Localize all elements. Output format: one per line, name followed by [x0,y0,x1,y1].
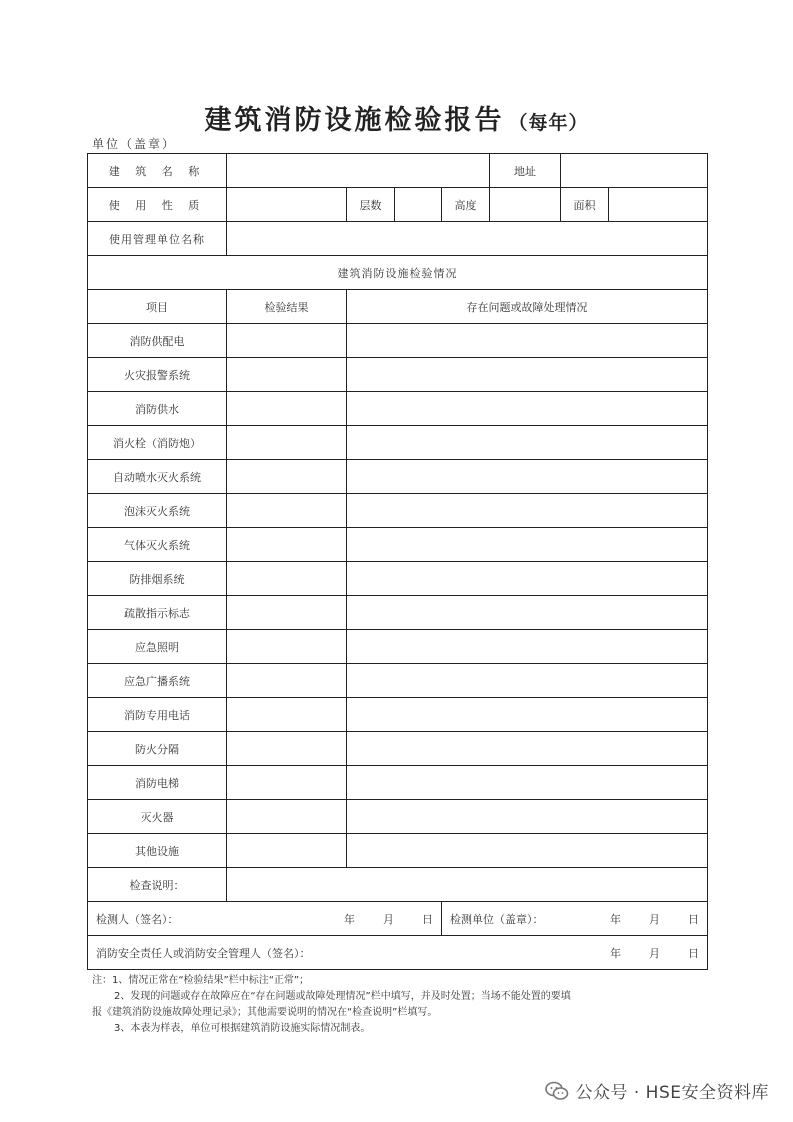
usage-label: 使 用 性 质 [88,188,227,222]
responsible-signature-cell[interactable] [88,936,708,970]
table-row [88,392,708,426]
floors-field[interactable] [395,188,442,222]
table-row [88,596,708,630]
row-column-headers [88,290,708,324]
table-row [88,494,708,528]
table-row [88,834,708,868]
item-result-field[interactable] [227,596,347,630]
height-label: 高度 [442,188,490,222]
inspector-signature-cell[interactable] [88,902,442,936]
row-check-note [88,868,708,902]
item-label: 应急广播系统 [88,664,227,698]
item-result-field[interactable] [227,528,347,562]
usage-field[interactable] [227,188,347,222]
management-unit-label: 使用管理单位名称 [88,222,227,256]
item-issues-field[interactable] [347,630,708,664]
date-month: 月 [649,912,660,926]
item-result-field[interactable] [227,698,347,732]
inspect-unit-label: 检测单位（盖章）： [450,912,544,926]
item-issues-field[interactable] [347,596,708,630]
item-result-field[interactable] [227,562,347,596]
building-name-field[interactable] [227,154,490,188]
item-issues-field[interactable] [347,358,708,392]
item-result-field[interactable] [227,358,347,392]
unit-stamp-label: 单位（盖章） [92,137,177,151]
item-label: 消火栓（消防炮） [88,426,227,460]
note-1: 注：1、情况正常在“检验结果”栏中标注“正常”； [92,975,310,986]
col-header-issues: 存在问题或故障处理情况 [347,290,708,324]
row-management-unit [88,222,708,256]
date-year: 年 [344,912,355,926]
col-header-item: 项目 [88,290,227,324]
item-result-field[interactable] [227,426,347,460]
item-issues-field[interactable] [347,528,708,562]
table-row [88,766,708,800]
date-month: 月 [383,912,394,926]
item-issues-field[interactable] [347,494,708,528]
item-result-field[interactable] [227,664,347,698]
item-issues-field[interactable] [347,834,708,868]
title-sub: （每年） [508,112,589,134]
inspect-unit-date [582,911,699,927]
responsible-label: 消防安全责任人或消防安全管理人（签名）： [96,946,311,960]
inspect-unit-signature-cell[interactable] [442,902,708,936]
check-note-field[interactable] [227,868,708,902]
date-year: 年 [610,946,621,960]
inspector-label: 检测人（签名）： [96,912,179,926]
item-issues-field[interactable] [347,664,708,698]
table-row [88,664,708,698]
item-result-field[interactable] [227,494,347,528]
address-field[interactable] [561,154,708,188]
item-issues-field[interactable] [347,324,708,358]
item-label: 消防供配电 [88,324,227,358]
row-usage [88,188,708,222]
item-result-field[interactable] [227,630,347,664]
address-label: 地址 [490,154,561,188]
item-issues-field[interactable] [347,766,708,800]
item-label: 防火分隔 [88,732,227,766]
floors-label: 层数 [347,188,395,222]
row-section-title [88,256,708,290]
note-3: 3、本表为样表，单位可根据建筑消防设施实际情况制表。 [114,1023,371,1034]
page-title [0,98,793,137]
date-year: 年 [610,912,621,926]
item-issues-field[interactable] [347,392,708,426]
section-title: 建筑消防设施检验情况 [88,256,708,290]
watermark [545,1078,769,1103]
table-row [88,630,708,664]
title-main: 建筑消防设施检验报告 [204,105,505,136]
wechat-icon [545,1081,569,1101]
date-day: 日 [688,912,699,926]
inspector-date [316,911,433,927]
area-field[interactable] [609,188,708,222]
date-day: 日 [688,946,699,960]
item-label: 消防供水 [88,392,227,426]
item-label: 泡沫灭火系统 [88,494,227,528]
table-row [88,528,708,562]
item-label: 自动喷水灭火系统 [88,460,227,494]
area-label: 面积 [561,188,609,222]
notes [92,973,704,1037]
management-unit-field[interactable] [227,222,708,256]
item-result-field[interactable] [227,324,347,358]
row-inspector-signature [88,902,708,936]
building-name-label: 建 筑 名 称 [88,154,227,188]
table-row [88,358,708,392]
item-label: 火灾报警系统 [88,358,227,392]
item-issues-field[interactable] [347,732,708,766]
table-row [88,732,708,766]
table-row [88,562,708,596]
item-result-field[interactable] [227,732,347,766]
item-rows [88,324,708,868]
item-result-field[interactable] [227,766,347,800]
table-row [88,800,708,834]
item-result-field[interactable] [227,800,347,834]
col-header-result: 检验结果 [227,290,347,324]
item-issues-field[interactable] [347,460,708,494]
item-issues-field[interactable] [347,562,708,596]
check-note-label: 检查说明： [88,868,227,902]
row-building-name [88,154,708,188]
item-result-field[interactable] [227,392,347,426]
note-2: 2、发现的问题或存在故障应在“存在问题或故障处理情况”栏中填写，并及时处置；当场不能处置的要填 [114,991,571,1002]
item-label: 其他设施 [88,834,227,868]
item-label: 消防电梯 [88,766,227,800]
date-month: 月 [649,946,660,960]
item-label: 气体灭火系统 [88,528,227,562]
table-row [88,324,708,358]
item-issues-field[interactable] [347,800,708,834]
inspection-form-table [87,153,708,970]
table-row [88,426,708,460]
item-result-field[interactable] [227,834,347,868]
table-row [88,698,708,732]
item-label: 灭火器 [88,800,227,834]
responsible-date [582,945,699,961]
note-2-cont: 报《建筑消防设施故障处理记录》；其他需要说明的情况在“检查说明”栏填写。 [92,1007,438,1018]
item-label: 消防专用电话 [88,698,227,732]
row-responsible-signature [88,936,708,970]
height-field[interactable] [490,188,561,222]
item-label: 应急照明 [88,630,227,664]
item-label: 防排烟系统 [88,562,227,596]
item-issues-field[interactable] [347,426,708,460]
date-day: 日 [422,912,433,926]
item-label: 疏散指示标志 [88,596,227,630]
watermark-text: 公众号 · HSE安全资料库 [575,1083,769,1103]
table-row [88,460,708,494]
item-issues-field[interactable] [347,698,708,732]
item-result-field[interactable] [227,460,347,494]
